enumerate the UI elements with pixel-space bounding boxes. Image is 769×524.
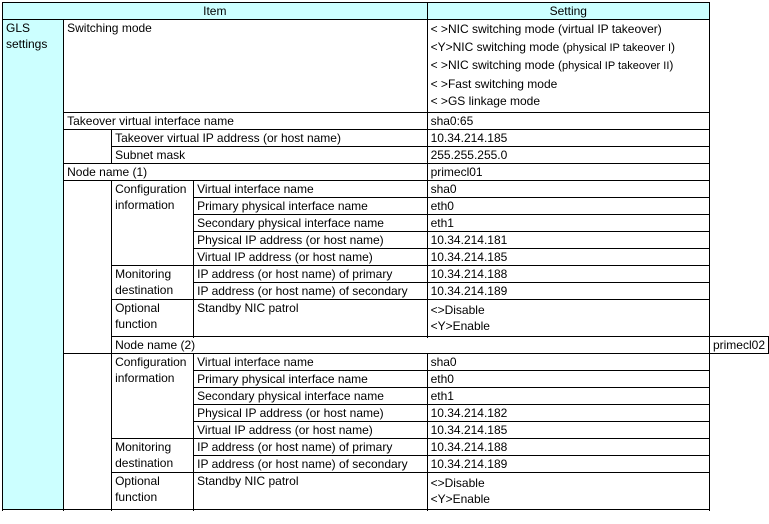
node2-configuration-label: Configuration information	[112, 354, 194, 439]
node2-mon-primary-label: IP address (or host name) of primary	[194, 439, 427, 456]
node2-virtual-if-value[interactable]: sha0	[427, 354, 709, 371]
node1-indent-cell	[64, 181, 112, 354]
node1-optional-label: Optional function	[112, 300, 194, 337]
node2-primary-if-value[interactable]: eth0	[427, 371, 709, 388]
node2-secondary-if-value[interactable]: eth1	[427, 388, 709, 405]
subnet-mask-label: Subnet mask	[112, 147, 427, 164]
gls-settings-table	[2, 2, 769, 510]
category-cell	[3, 20, 64, 510]
node1-primary-if-value[interactable]: eth0	[427, 198, 709, 215]
node2-virtual-ip-value[interactable]: 10.34.214.185	[427, 422, 709, 439]
node1-name-label: Node name (1)	[64, 164, 427, 181]
category-line-1: GLS	[6, 21, 31, 35]
node2-patrol-enable[interactable]: <Y>Enable	[430, 492, 490, 506]
takeover-ip-label: Takeover virtual IP address (or host name)	[112, 130, 427, 147]
node1-virtual-ip-label: Virtual IP address (or host name)	[194, 249, 427, 266]
node1-patrol-value	[427, 300, 709, 337]
node1-monitoring-label: Monitoring destination	[112, 266, 194, 300]
takeover-interface-label: Takeover virtual interface name	[64, 113, 427, 130]
node2-patrol-disable[interactable]: <>Disable	[430, 476, 485, 490]
node1-physical-ip-label: Physical IP address (or host name)	[194, 232, 427, 249]
node2-primary-if-label: Primary physical interface name	[194, 371, 427, 388]
switching-option-4[interactable]: < >Fast switching mode	[430, 76, 558, 91]
node1-virtual-if-value[interactable]: sha0	[427, 181, 709, 198]
node1-name-value[interactable]: primecl01	[427, 164, 709, 181]
node2-name-label: Node name (2)	[112, 337, 710, 354]
node2-mon-primary-value[interactable]: 10.34.214.188	[427, 439, 709, 456]
node1-primary-if-label: Primary physical interface name	[194, 198, 427, 215]
category-line-2: settings	[6, 37, 48, 51]
node1-patrol-label: Standby NIC patrol	[194, 300, 427, 337]
node2-optional-label: Optional function	[112, 473, 194, 510]
node2-mon-secondary-value[interactable]: 10.34.214.189	[427, 456, 709, 473]
node1-secondary-if-value[interactable]: eth1	[427, 215, 709, 232]
item-column-header: Item	[3, 3, 428, 20]
switching-option-5[interactable]: < >GS linkage mode	[430, 94, 540, 109]
switching-option-1[interactable]: < >NIC switching mode (virtual IP takeover)	[430, 22, 662, 36]
node1-mon-secondary-value[interactable]: 10.34.214.189	[427, 283, 709, 300]
node2-patrol-label: Standby NIC patrol	[194, 473, 427, 510]
subnet-mask-value[interactable]: 255.255.255.0	[427, 147, 709, 164]
node2-virtual-if-label: Virtual interface name	[194, 354, 427, 371]
node1-mon-secondary-label: IP address (or host name) of secondary	[194, 283, 427, 300]
node2-monitoring-label: Monitoring destination	[112, 439, 194, 473]
node2-secondary-if-label: Secondary physical interface name	[194, 388, 427, 405]
node1-virtual-if-label: Virtual interface name	[194, 181, 427, 198]
node1-secondary-if-label: Secondary physical interface name	[194, 215, 427, 232]
node1-mon-primary-value[interactable]: 10.34.214.188	[427, 266, 709, 283]
node2-patrol-value	[427, 473, 709, 510]
node2-mon-secondary-label: IP address (or host name) of secondary	[194, 456, 427, 473]
node2-physical-ip-value[interactable]: 10.34.214.182	[427, 405, 709, 422]
switching-mode-options	[427, 20, 709, 113]
switching-option-2[interactable]: <Y>NIC switching mode (physical IP takeover I)	[430, 39, 676, 54]
takeover-indent-cell	[64, 130, 112, 164]
node2-name-value[interactable]: primecl02	[709, 337, 768, 354]
node1-physical-ip-value[interactable]: 10.34.214.181	[427, 232, 709, 249]
node1-configuration-label: Configuration information	[112, 181, 194, 266]
setting-column-header: Setting	[427, 3, 709, 20]
takeover-ip-value[interactable]: 10.34.214.185	[427, 130, 709, 147]
node1-mon-primary-label: IP address (or host name) of primary	[194, 266, 427, 283]
switching-option-3[interactable]: < >NIC switching mode (physical IP takeover II)	[430, 58, 674, 73]
switching-mode-label: Switching mode	[64, 20, 427, 113]
node1-patrol-enable[interactable]: <Y>Enable	[430, 319, 490, 333]
node1-virtual-ip-value[interactable]: 10.34.214.185	[427, 249, 709, 266]
node2-physical-ip-label: Physical IP address (or host name)	[194, 405, 427, 422]
node2-virtual-ip-label: Virtual IP address (or host name)	[194, 422, 427, 439]
takeover-interface-value[interactable]: sha0:65	[427, 113, 709, 130]
node2-indent-cell	[64, 354, 112, 510]
node1-patrol-disable[interactable]: <>Disable	[430, 303, 485, 317]
